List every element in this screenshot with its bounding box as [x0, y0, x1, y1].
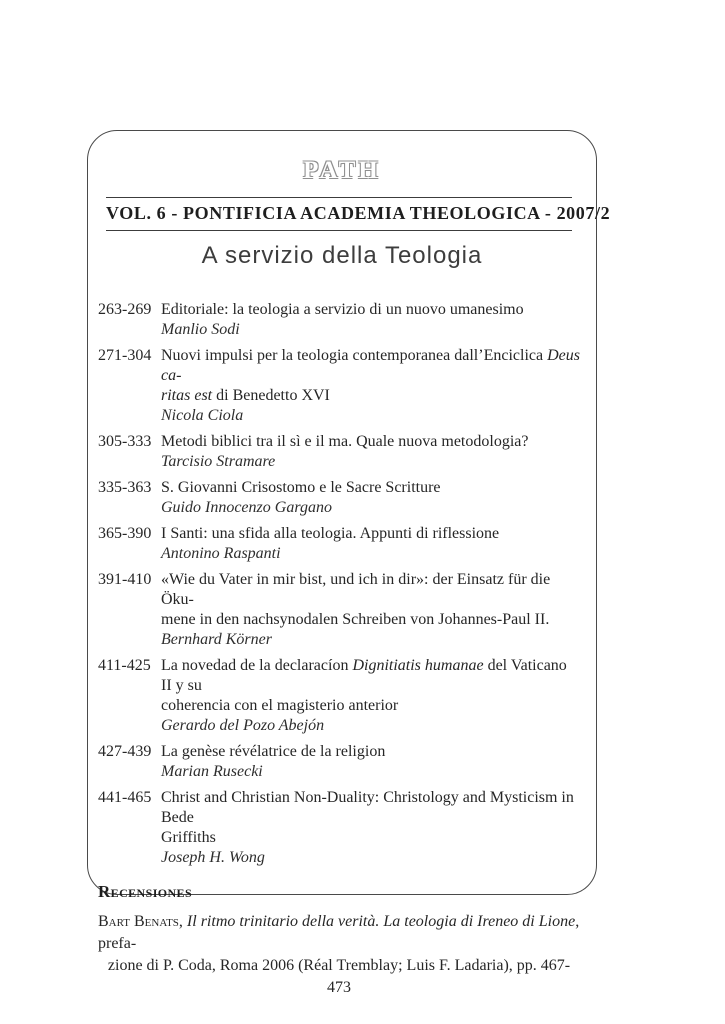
text-segment: «Wie du Vater in mir bist, und ich in dir»: der Einsatz für die Öku- [161, 571, 551, 608]
article-title [161, 300, 580, 320]
article-author: Guido Innocenzo Gargano [161, 499, 332, 516]
page-range: 411-425 [98, 657, 151, 674]
text-segment: del Vaticano II y su [161, 657, 567, 694]
toc-entry-body [161, 570, 580, 650]
toc-entry-body [161, 478, 580, 518]
toc-list [98, 300, 580, 868]
toc-entry-body [161, 300, 580, 340]
text-segment: S. Giovanni Crisostomo e le Sacre Scritture [161, 479, 441, 496]
toc-entry [98, 300, 580, 340]
page-range: 365-390 [98, 525, 152, 542]
text-segment: Il ritmo trinitario della verità. La teologia di Ireneo di Lione [186, 913, 576, 930]
article-title [161, 346, 580, 406]
text-segment: , [178, 913, 187, 930]
article-author: Antonino Raspanti [161, 545, 281, 562]
book-review-line2 [98, 955, 580, 999]
article-author: Manlio Sodi [161, 321, 240, 338]
journal-logo: PATH [303, 157, 381, 184]
text-segment: di Benedetto XVI [212, 387, 330, 404]
page-range: 427-439 [98, 743, 152, 760]
text-segment: I Santi: una sfida alla teologia. Appunti di riflessione [161, 525, 500, 542]
toc-entry [98, 570, 580, 650]
toc-entry-body [161, 788, 580, 868]
book-review-line1 [98, 911, 580, 955]
page-border-frame [87, 130, 611, 996]
toc-entry-body [161, 346, 580, 426]
toc-entry-body [161, 524, 580, 564]
article-title [161, 656, 580, 716]
article-title [161, 432, 580, 452]
volume-masthead: VOL. 6 - PONTIFICIA ACADEMIA THEOLOGICA - 2007/2 [106, 197, 572, 231]
article-title [161, 788, 580, 848]
toc-entry [98, 742, 580, 782]
text-segment: Deus ca- [161, 347, 580, 384]
toc-entry [98, 346, 580, 426]
page-range: 335-363 [98, 479, 152, 496]
article-author: Nicola Ciola [161, 407, 244, 424]
article-title [161, 742, 580, 762]
text-segment: mene in den nachsynodalen Schreiben von Johannes-Paul II. [161, 611, 550, 628]
toc-entry [98, 656, 580, 736]
page-range: 391-410 [98, 571, 152, 588]
text-segment: La genèse révélatrice de la religion [161, 743, 386, 760]
toc-entry-body [161, 432, 580, 472]
text-segment: zione di P. Coda, Roma 2006 (Réal Tremblay; Luis F. Ladaria), pp. 467-473 [107, 957, 571, 996]
text-segment: , prefa- [98, 913, 580, 952]
recensiones-heading: Recensiones [98, 882, 193, 901]
issue-subtitle: A servizio della Teologia [201, 242, 483, 269]
article-title [161, 524, 580, 544]
text-segment: Dignitiatis humanae [352, 657, 484, 674]
toc-entry [98, 478, 580, 518]
article-author: Marian Rusecki [161, 763, 263, 780]
text-segment: Bart Benats [98, 913, 179, 930]
toc-entry [98, 788, 580, 868]
toc-entry [98, 432, 580, 472]
text-segment: Metodi biblici tra il sì e il ma. Quale nuova metodologia? [161, 433, 529, 450]
article-author: Gerardo del Pozo Abejón [161, 717, 325, 734]
toc-entry-body [161, 742, 580, 782]
toc-entry-body [161, 656, 580, 736]
article-author: Bernhard Körner [161, 631, 272, 648]
article-author: Joseph H. Wong [161, 849, 265, 866]
page-range: 305-333 [98, 433, 152, 450]
text-segment: Editoriale: la teologia a servizio di un nuovo umanesimo [161, 301, 524, 318]
text-segment: coherencia con el magisterio anterior [161, 697, 399, 714]
text-segment: Christ and Christian Non-Duality: Christology and Mysticism in Bede [161, 789, 574, 826]
text-segment: Nuovi impulsi per la teologia contemporanea dall’Enciclica [161, 347, 548, 364]
page-range: 263-269 [98, 301, 152, 318]
page-range: 271-304 [98, 347, 152, 364]
article-author: Tarcisio Stramare [161, 453, 276, 470]
text-segment: La novedad de la declaracíon [161, 657, 353, 674]
text-segment: Griffiths [161, 829, 216, 846]
text-segment: ritas est [161, 387, 213, 404]
article-title [161, 570, 580, 630]
toc-entry [98, 524, 580, 564]
article-title [161, 478, 580, 498]
book-review [98, 911, 580, 999]
page-range: 441-465 [98, 789, 152, 806]
